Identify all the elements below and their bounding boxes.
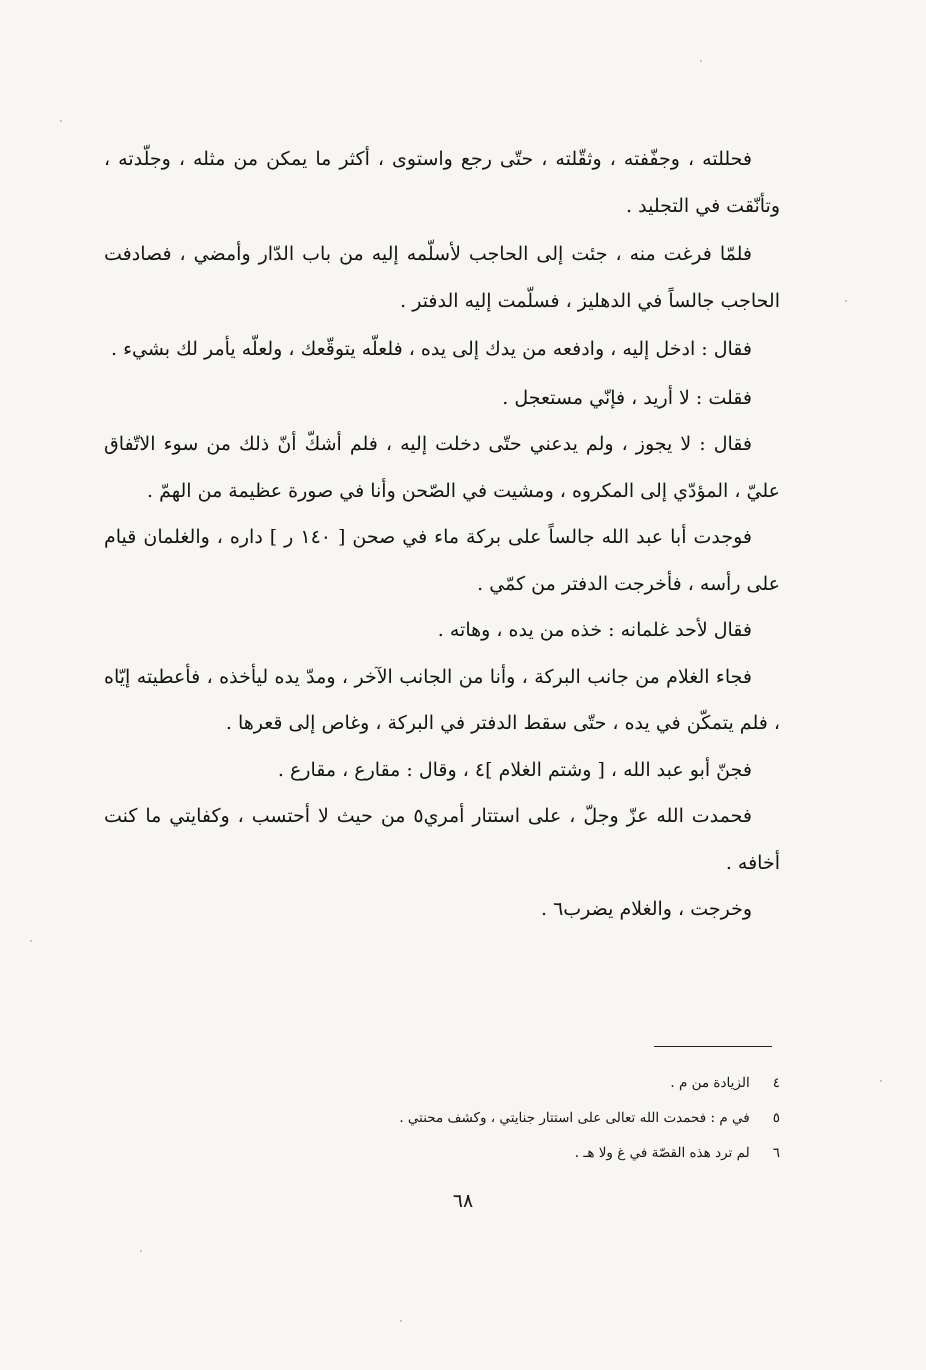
paper-speck xyxy=(845,300,847,302)
paragraph: فقال : ادخل إليه ، وادفعه من يدك إلى يده ، فلعلّه يتوقّعك ، ولعلّه يأمر لك بشيء . xyxy=(111,338,752,360)
main-text xyxy=(104,136,780,933)
paragraph: فجنّ أبو عبد الله ، [ وشتم الغلام ]٤ ، وقال : مقارع ، مقارع . xyxy=(277,758,752,781)
paper-speck xyxy=(400,1320,402,1322)
paper-speck xyxy=(140,1250,142,1252)
footnotes xyxy=(240,1066,780,1171)
paper-speck xyxy=(60,120,62,122)
page-number: ٦٨ xyxy=(452,1190,474,1212)
paragraph: فحمدت الله عزّ وجلّ ، على استتار أمري٥ من حيث لا أحتسب ، وكفايتي ما كنت أخافه . xyxy=(104,805,780,874)
footnote-divider xyxy=(654,1046,772,1047)
footnote-number: ٤ xyxy=(772,1075,780,1091)
footnote xyxy=(240,1101,780,1136)
paragraph: فقلت : لا أريد ، فإنّي مستعجل . xyxy=(502,386,752,409)
paper-speck xyxy=(880,1080,882,1082)
footnote xyxy=(240,1136,780,1171)
paragraph: فقال : لا يجوز ، ولم يدعني حتّى دخلت إليه ، فلم أشكّ أنّ ذلك من سوء الاتّفاق عليّ ، المؤدّي إلى المكروه ، ومشيت في الصّحن وأنا في صورة عظيمة من الهمّ . xyxy=(104,433,780,502)
footnote-text: في م : فحمدت الله تعالى على استتار جنايتي ، وكشف محنتي . xyxy=(399,1110,750,1126)
footnote xyxy=(240,1066,780,1101)
paragraph: فجاء الغلام من جانب البركة ، وأنا من الجانب الآخر ، ومدّ يده ليأخذه ، فأعطيته إيّاه ، فلم يتمكّن في يده ، حتّى سقط الدفتر في البركة ، وغاص إلى قعرها . xyxy=(104,665,780,734)
paper-speck xyxy=(30,940,32,942)
footnote-number: ٦ xyxy=(772,1145,780,1161)
footnote-text: لم ترد هذه القصّة في غ ولا هـ . xyxy=(574,1145,750,1161)
paragraph: فحللته ، وجفّفته ، وثقّلته ، حتّى رجع واستوى ، أكثر ما يمكن من مثله ، وجلّدته ، وتأنّقت في التجليد . xyxy=(104,148,780,217)
footnote-text: الزيادة من م . xyxy=(670,1075,750,1091)
paper-speck xyxy=(700,60,702,62)
paragraph: فوجدت أبا عبد الله جالساً على بركة ماء في صحن [ ١٤٠ ر ] داره ، والغلمان قيام على رأسه ، فأخرجت الدفتر من كمّي . xyxy=(104,526,780,595)
footnote-number: ٥ xyxy=(772,1110,780,1126)
paragraph: فلمّا فرغت منه ، جئت إلى الحاجب لأسلّمه إليه من باب الدّار وأمضي ، فصادفت الحاجب جالساً في الدهليز ، فسلّمت إليه الدفتر . xyxy=(104,243,780,312)
paragraph: وخرجت ، والغلام يضرب٦ . xyxy=(540,898,752,920)
paragraph: فقال لأحد غلمانه : خذه من يده ، وهاته . xyxy=(437,619,752,641)
